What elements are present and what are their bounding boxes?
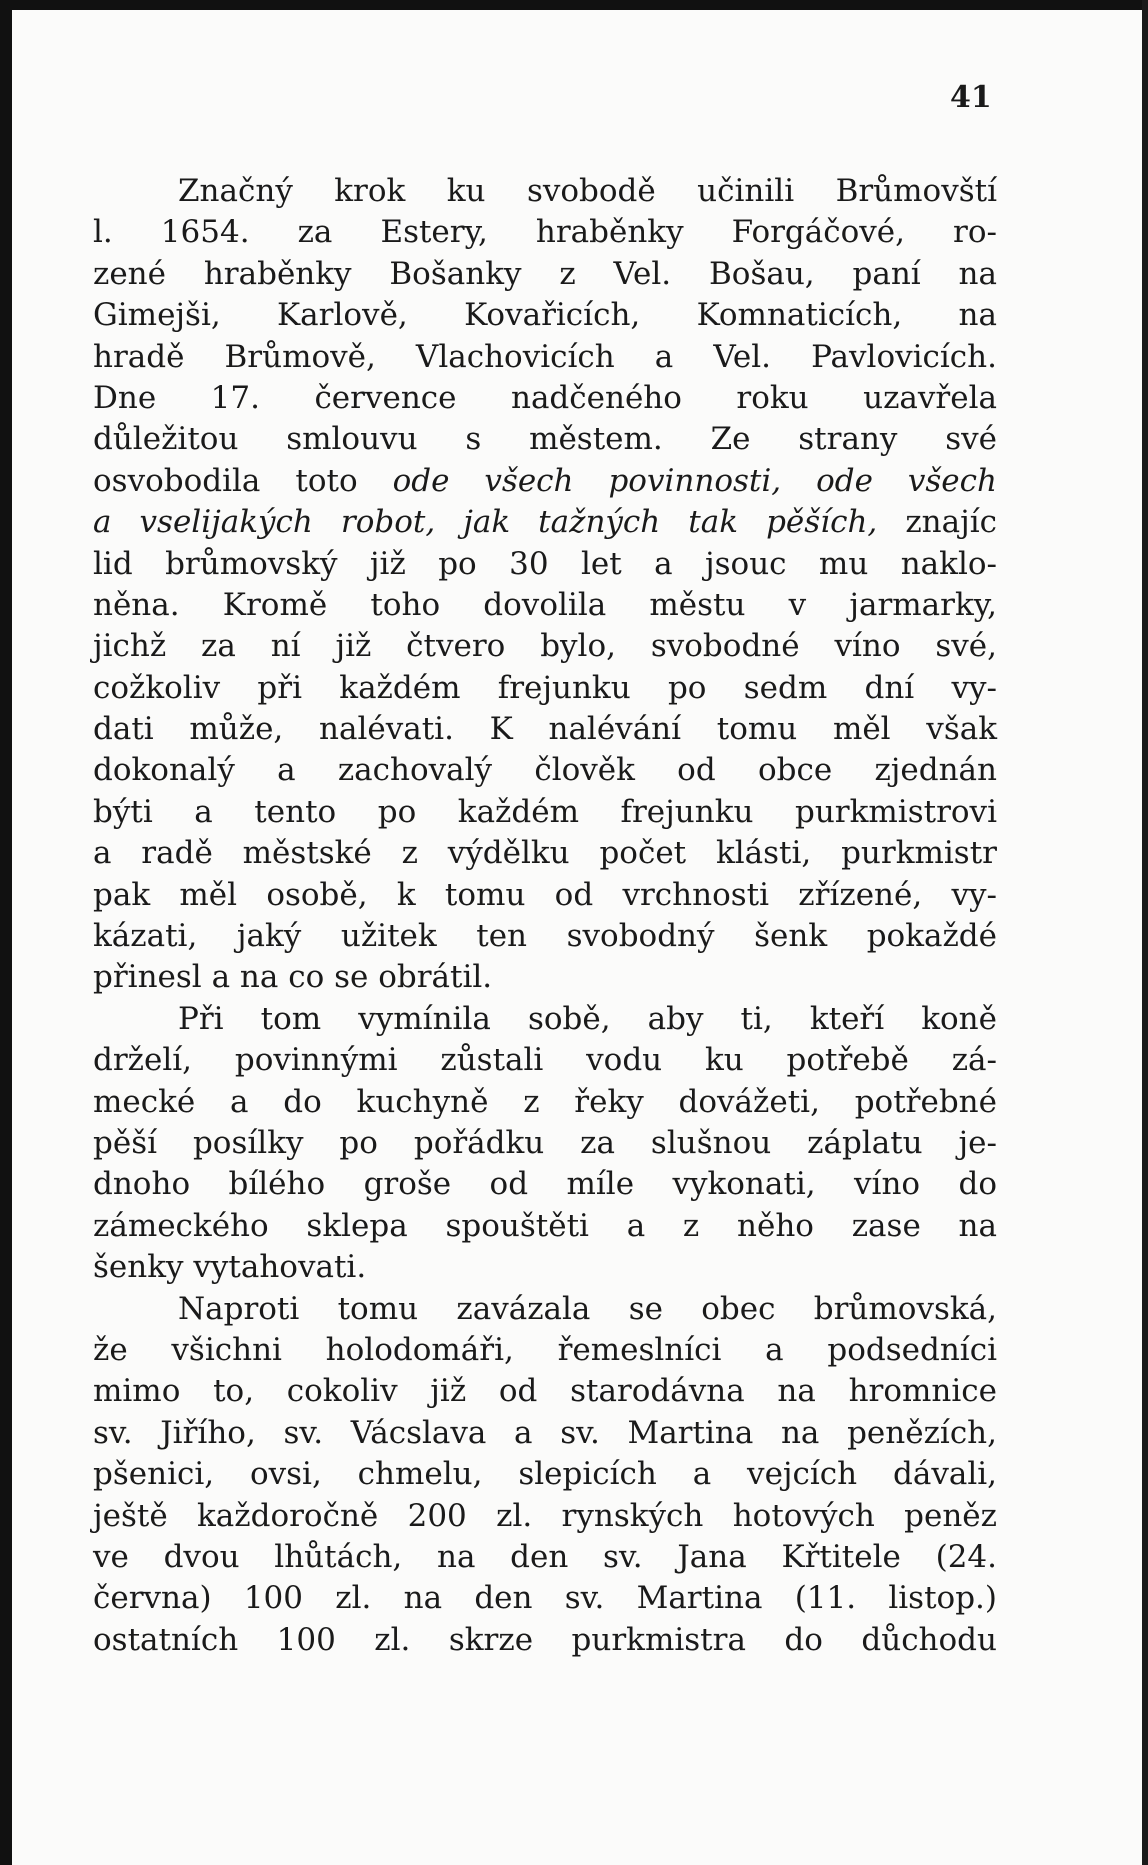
text-line: šenky vytahovati. bbox=[93, 1249, 367, 1286]
text-segment: osvobodila toto bbox=[93, 462, 393, 499]
text-line: sv. Jiřího, sv. Vácslava a sv. Martina na penězích, bbox=[93, 1414, 997, 1451]
text-line: že všichni holodomáři, řemeslníci a podsedníci bbox=[93, 1331, 997, 1368]
scan-border-top bbox=[0, 0, 1148, 10]
text-line: dati může, nalévati. K nalévání tomu měl však bbox=[93, 711, 997, 748]
text-line: Naproti tomu zavázala se obec brůmovská, bbox=[178, 1290, 997, 1327]
text-line: zámeckého sklepa spouštěti a z něho zase na bbox=[93, 1207, 997, 1244]
text-line: mimo to, cokoliv již od starodávna na hromnice bbox=[93, 1373, 997, 1410]
text-line: důležitou smlouvu s městem. Ze strany své bbox=[93, 421, 997, 458]
text-line: ostatních 100 zl. skrze purkmistra do důchodu bbox=[93, 1621, 997, 1658]
text-line: lid brůmovský již po 30 let a jsouc mu naklo- bbox=[93, 545, 997, 582]
text-line: dokonalý a zachovalý člověk od obce zjednán bbox=[93, 752, 997, 789]
text-line: pšenici, ovsi, chmelu, slepicích a vejcích dávali, bbox=[93, 1456, 997, 1493]
body-text bbox=[93, 171, 997, 1661]
text-line: jichž za ní již čtvero bylo, svobodné víno své, bbox=[93, 628, 997, 665]
text-line: hradě Brůmově, Vlachovicích a Vel. Pavlovicích. bbox=[93, 338, 997, 375]
text-line: něna. Kromě toho dovolila městu v jarmarky, bbox=[93, 586, 997, 623]
italic-text-segment: a vselijakých robot, jak tažných tak pěších, bbox=[93, 504, 878, 541]
text-line: Dne 17. července nadčeného roku uzavřela bbox=[93, 379, 997, 416]
scan-border-right bbox=[1142, 0, 1148, 1865]
text-line: Při tom vymínila sobě, aby ti, kteří koně bbox=[178, 1000, 997, 1037]
text-line: Gimejši, Karlově, Kovařicích, Komnaticích, na bbox=[93, 297, 997, 334]
scan-border-left bbox=[0, 0, 12, 1865]
text-line bbox=[93, 461, 997, 502]
italic-text-segment: ode všech povinnosti, ode všech bbox=[392, 462, 997, 499]
text-line: býti a tento po každém frejunku purkmistrovi bbox=[93, 793, 997, 830]
text-line: pak měl osobě, k tomu od vrchnosti zřízené, vy- bbox=[93, 876, 997, 913]
text-line: přinesl a na co se obrátil. bbox=[93, 959, 493, 996]
text-line: ve dvou lhůtách, na den sv. Jana Křtitele (24. bbox=[93, 1538, 997, 1575]
text-line bbox=[93, 502, 997, 543]
text-line: zené hraběnky Bošanky z Vel. Bošau, paní na bbox=[93, 255, 997, 292]
text-line: Značný krok ku svobodě učinili Brůmovští bbox=[178, 173, 997, 209]
text-segment: znajíc bbox=[877, 504, 997, 541]
text-line: června) 100 zl. na den sv. Martina (11. listop.) bbox=[93, 1580, 997, 1617]
text-line: cožkoliv při každém frejunku po sedm dní vy- bbox=[93, 669, 997, 706]
text-line: kázati, jaký užitek ten svobodný šenk pokaždé bbox=[93, 918, 997, 955]
text-line: l. 1654. za Estery, hraběnky Forgáčové, ro- bbox=[93, 214, 997, 251]
text-line: a radě městské z výdělku počet klásti, purkmistr bbox=[93, 835, 997, 872]
text-line: mecké a do kuchyně z řeky dovážeti, potřebné bbox=[93, 1083, 997, 1120]
text-line: ještě každoročně 200 zl. rynských hotových peněz bbox=[93, 1497, 997, 1534]
page-number: 41 bbox=[950, 80, 992, 115]
text-line: drželí, povinnými zůstali vodu ku potřebě zá- bbox=[93, 1042, 997, 1079]
text-line: pěší posílky po pořádku za slušnou záplatu je- bbox=[93, 1124, 997, 1161]
text-line: dnoho bílého groše od míle vykonati, víno do bbox=[93, 1166, 997, 1203]
